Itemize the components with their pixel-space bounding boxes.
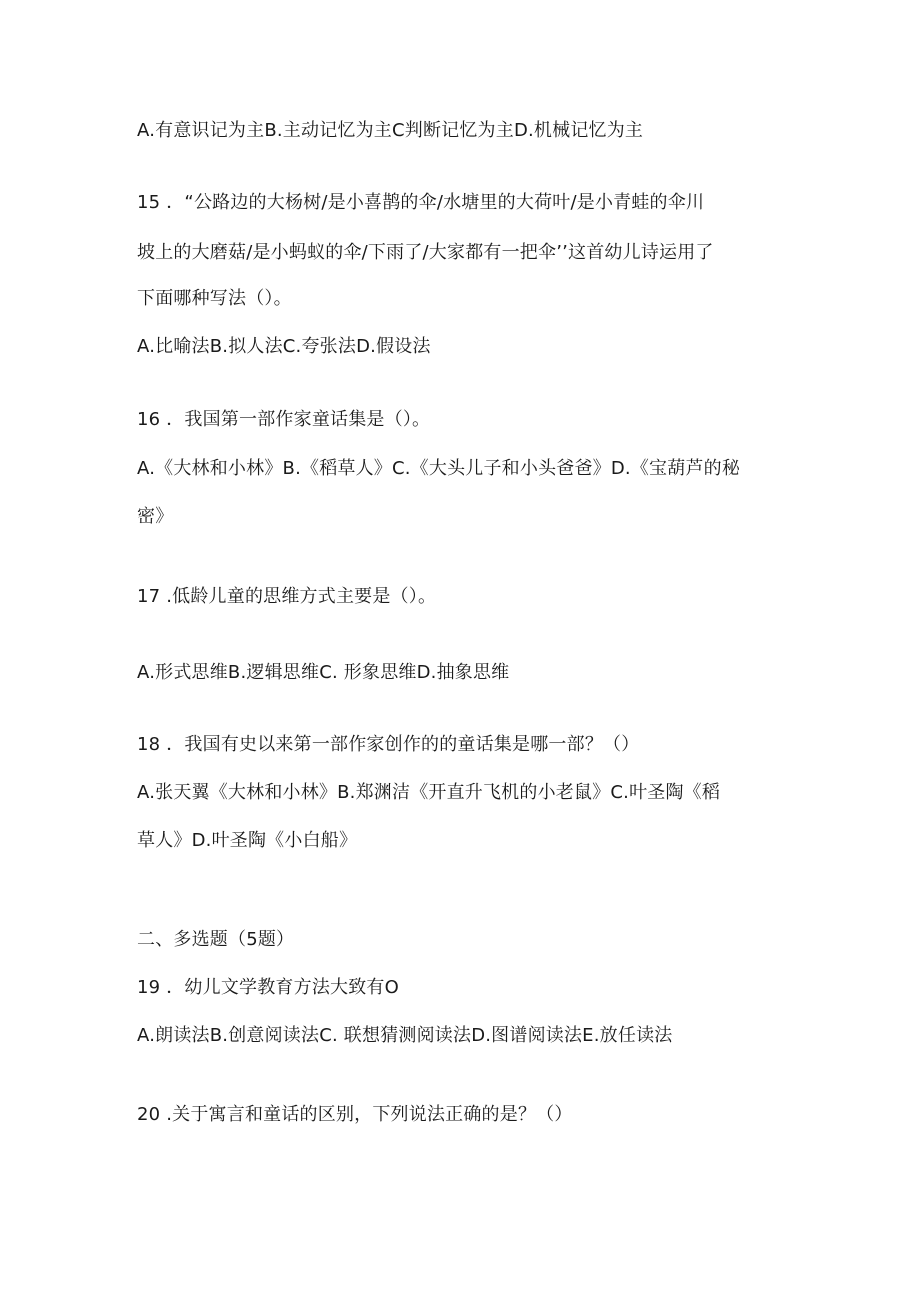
q19-stem: 19 ．幼儿文学教育方法大致有O (137, 977, 399, 998)
q18-options-line-2: 草人》D.叶圣陶《小白船》 (137, 830, 358, 851)
q18-stem: 18 ．我国有史以来第一部作家创作的的童话集是哪一部？（） (137, 734, 640, 755)
q16-options-line-1: A.《大林和小林》B.《稻草人》C.《大头儿子和小头爸爸》D.《宝葫芦的秘 (137, 458, 741, 479)
q15-options: A.比喻法B.拟人法C.夸张法D.假设法 (137, 336, 431, 357)
q14-options: A.有意识记为主B.主动记忆为主C判断记忆为主D.机械记忆为主 (137, 120, 644, 141)
q17-stem: 17 .低龄儿童的思维方式主要是（）。 (137, 586, 437, 607)
section-heading: 二、多选题（5题） (137, 929, 295, 950)
q18-options-line-1: A.张天翼《大林和小林》B.郑渊洁《开直升飞机的小老鼠》C.叶圣陶《稻 (137, 782, 721, 803)
q15-stem-line-1: 15 ．“公路边的大杨树/是小喜鹊的伞/水塘里的大荷叶/是小青蛙的伞川 (137, 192, 705, 213)
q16-stem: 16 ．我国第一部作家童话集是（）。 (137, 409, 431, 430)
q15-stem-line-3: 下面哪种写法（）。 (137, 288, 292, 309)
q15-stem-line-2: 坡上的大磨菇/是小蚂蚁的伞/下雨了/大家都有一把伞’’这首幼儿诗运用了 (137, 242, 714, 263)
q19-options: A.朗读法B.创意阅读法C. 联想猜测阅读法D.图谱阅读法E.放任读法 (137, 1025, 673, 1046)
q20-stem: 20 .关于寓言和童话的区别，下列说法正确的是？（） (137, 1104, 573, 1125)
q16-options-line-2: 密》 (137, 506, 174, 527)
q17-options: A.形式思维B.逻辑思维C. 形象思维D.抽象思维 (137, 662, 510, 683)
